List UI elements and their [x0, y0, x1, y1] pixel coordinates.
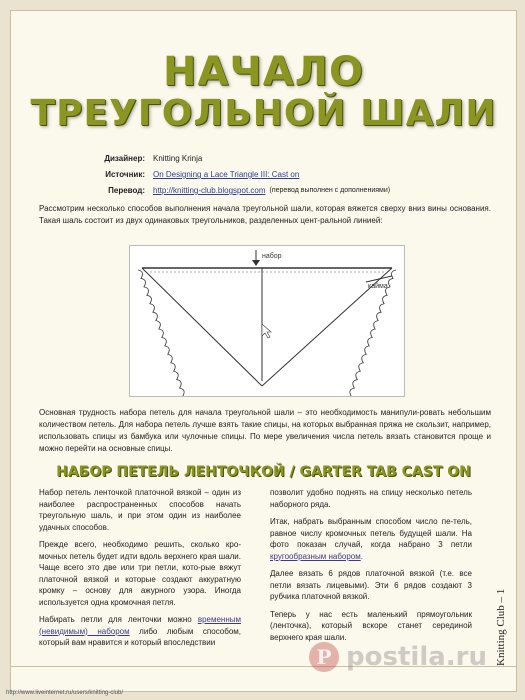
credit-translation-row	[69, 183, 390, 199]
title-line-2: ТРЕУГОЛЬНОЙ ШАЛИ	[30, 93, 497, 134]
right-paragraph-4: Теперь у нас есть маленький прямоугольник (ленточка), который вскоре станет серединой верхнего края шали.	[270, 609, 472, 642]
top-arrowhead	[252, 260, 260, 266]
left-paragraph-2: Прежде всего, необходимо решить, сколько кро-мочных петель будет идти вдоль верхнего края шали. Чаще всего это две или три петли, кото-рые вяжут платочной вязкой и которые создают аккуратную кромку – основу для ажурного узора. Иногда используется одна кромочная петля.	[39, 540, 241, 607]
intro-paragraph: Рассмотрим несколько способов выполнения начала треугольной шали, которая вяжется сверху вниз вины основания. Такая шаль состоит из двух одинаковых треугольников, разделенных цент-ральной линией:	[39, 204, 491, 225]
main-paragraph: Основная трудность набора петель для начала треугольной шали – это необходимость манипули-ровать небольшим количеством петель. Для набора петель лучше взять такие спицы, на которых выбранная пряжа не скользит, например, использовать спицы из бамбука или чулочные спицы. По мере увеличения числа петель вязать становится проще и можно перейти на основные спицы.	[39, 408, 491, 453]
left-column	[39, 487, 241, 655]
title-line-1: НАЧАЛО	[163, 49, 364, 95]
sidebar-page-label: Knitting Club – 1	[495, 588, 507, 666]
left-lace-border	[130, 269, 225, 396]
left-paragraph-3	[39, 614, 241, 649]
pin-logo-icon: P	[309, 642, 339, 672]
right-lace-border	[309, 269, 404, 396]
circular-cast-on-link[interactable]: кругообразным набором	[270, 551, 361, 561]
source-label: Источник:	[105, 170, 145, 179]
document-page	[10, 10, 517, 692]
translation-label: Перевод:	[108, 186, 145, 195]
label-kaima: кайма	[368, 283, 388, 290]
left-paragraph-1: Набор петель ленточкой платочной вязкой – один из наиболее распространенных способов начать треугольную шаль, и при этом один из наиболее удачных способов.	[39, 488, 241, 532]
shawl-triangle-drawing	[130, 246, 404, 396]
left-p3-end: либо любым способом, который вам нравится и который впоследствии	[39, 626, 241, 647]
designer-value: Knitting Krinja	[153, 154, 203, 163]
right-paragraph-3: Далее вязать 6 рядов платочной вязкой (т.е. все петли вязать лицевыми). Эти 6 рядов создают 3 рубчика платочной вязкой.	[270, 569, 472, 601]
right-column	[270, 487, 472, 649]
right-p2-end: .	[360, 551, 363, 561]
credit-designer-row	[69, 151, 390, 167]
designer-label: Дизайнер:	[104, 154, 145, 163]
mouse-cursor-icon	[262, 324, 271, 338]
translation-note: (перевод выполнен с дополнениями)	[269, 187, 391, 194]
right-paragraph-2	[270, 516, 472, 562]
translation-link[interactable]: http://knitting-club.blogspot.com	[153, 186, 266, 195]
source-link[interactable]: On Designing a Lace Triangle III: Cast on	[153, 170, 300, 179]
left-p3-start: Набирать петли для ленточки можно	[39, 615, 198, 624]
right-p2-start: Итак, набрать выбранным способом число пе-тель, равное числу кромочных петель будущей шали. На фото показан случай, когда набрано 3 петли	[270, 517, 472, 549]
footer-url[interactable]: http://www.liveinternet.ru/users/knitting-club/	[6, 690, 124, 696]
section-title: НАБОР ПЕТЕЛЬ ЛЕНТОЧКОЙ / GARTER TAB CAST ON	[56, 464, 471, 480]
watermark-text: postila.ru	[346, 642, 487, 672]
credits-block	[69, 151, 390, 199]
right-paragraph-1: позволит удобно поднять на спицу несколько петель наборного ряда.	[270, 488, 472, 509]
edge-arrow	[366, 276, 392, 282]
credit-source-row	[69, 167, 390, 183]
provisional-cast-on-link[interactable]: временным (невидимым) набором	[39, 615, 241, 636]
shawl-diagram	[129, 245, 405, 397]
label-nabor: набор	[262, 253, 282, 260]
